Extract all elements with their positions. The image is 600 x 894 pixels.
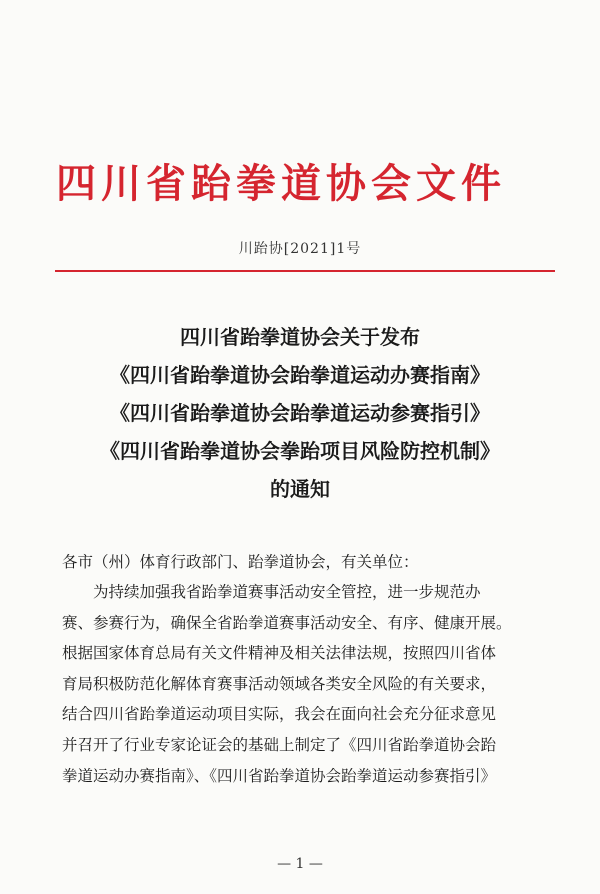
notice-title-line: 《四川省跆拳道协会跆拳道运动办赛指南》 (110, 363, 490, 387)
body-line: 拳道运动办赛指南》、《四川省跆拳道协会跆拳道运动参赛指引》 (62, 766, 497, 785)
body-line: 结合四川省跆拳道运动项目实际，我会在面向社会充分征求意见 (62, 705, 497, 724)
body-line: 为持续加强我省跆拳道赛事活动安全管控，进一步规范办 (93, 583, 481, 601)
addressee-line: 各市（州）体育行政部门、跆拳道协会，有关单位： (62, 553, 419, 571)
body-line: 赛、参赛行为，确保全省跆拳道赛事活动安全、有序、健康开展。 (62, 613, 512, 632)
notice-title (0, 318, 600, 508)
notice-title-line: 《四川省跆拳道协会拳跆项目风险防控机制》 (100, 439, 500, 463)
body-line: 并召开了行业专家论证会的基础上制定了《四川省跆拳道协会跆 (62, 735, 497, 754)
document-number: 川跆协[2021]1号 (238, 241, 362, 257)
notice-title-line: 《四川省跆拳道协会跆拳道运动参赛指引》 (110, 401, 490, 425)
body-line: 育局积极防范化解体育赛事活动领域各类安全风险的有关要求， (62, 674, 497, 693)
notice-title-line: 的通知 (270, 477, 330, 501)
body-paragraph (62, 577, 552, 791)
body-line: 根据国家体育总局有关文件精神及相关法律法规，按照四川省体 (62, 644, 497, 663)
org-document-title: 四川省跆拳道协会文件 (56, 161, 506, 207)
red-divider-line (55, 270, 555, 272)
page-number: — 1 — (277, 856, 323, 872)
notice-title-line: 四川省跆拳道协会关于发布 (180, 325, 420, 349)
